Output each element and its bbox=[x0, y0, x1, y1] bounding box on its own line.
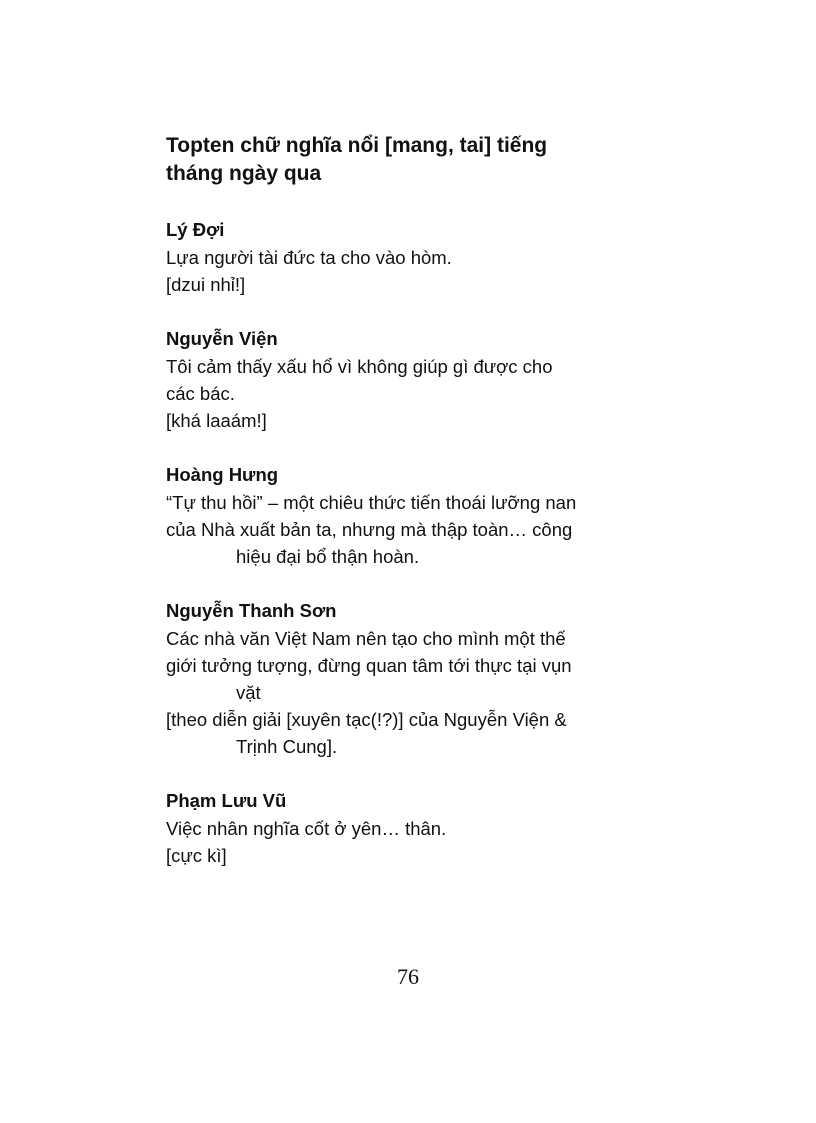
quote-text-line: “Tự thu hồi” – một chiêu thức tiến thoái lưỡng nan bbox=[166, 492, 577, 513]
page-number: 76 bbox=[397, 964, 419, 989]
quote-text-line: giới tưởng tượng, đừng quan tâm tới thực tại vụn bbox=[166, 655, 572, 676]
quote-entry-ly-doi bbox=[166, 216, 706, 298]
quote-text-line: hiệu đại bổ thận hoàn. bbox=[236, 546, 420, 567]
page-title bbox=[166, 132, 686, 188]
quote-comment-line: Trịnh Cung]. bbox=[236, 736, 338, 757]
quote-entry-hoang-hung bbox=[166, 461, 706, 570]
quote-entry-pham-luu-vu bbox=[166, 787, 706, 869]
page-title-line-2: tháng ngày qua bbox=[166, 162, 322, 185]
quote-text-line: Lựa người tài đức ta cho vào hòm. bbox=[166, 247, 452, 268]
quote-author: Nguyễn Viện bbox=[166, 328, 278, 349]
quote-author: Lý Đợi bbox=[166, 219, 225, 240]
quote-author: Phạm Lưu Vũ bbox=[166, 790, 287, 811]
quote-entry-nguyen-thanh-son bbox=[166, 597, 706, 760]
quote-entry-nguyen-vien bbox=[166, 325, 706, 434]
quote-author: Hoàng Hưng bbox=[166, 464, 279, 485]
quote-comment-line: [theo diễn giải [xuyên tạc(!?)] của Nguyễn Viện & bbox=[166, 709, 567, 730]
quote-comment-line: [khá laaám!] bbox=[166, 410, 267, 431]
quote-text-line: Tôi cảm thấy xấu hổ vì không giúp gì được cho bbox=[166, 356, 553, 377]
quote-comment-line: [cực kì] bbox=[166, 845, 227, 866]
page-title-line-1: Topten chữ nghĩa nổi [mang, tai] tiếng bbox=[166, 134, 548, 157]
quote-text-line: vặt bbox=[236, 682, 261, 703]
quote-text-line: của Nhà xuất bản ta, nhưng mà thập toàn… công bbox=[166, 519, 573, 540]
quote-list bbox=[166, 216, 706, 896]
quote-author: Nguyễn Thanh Sơn bbox=[166, 600, 337, 621]
quote-text-line: Các nhà văn Việt Nam nên tạo cho mình một thế bbox=[166, 628, 566, 649]
quote-text-line: Việc nhân nghĩa cốt ở yên… thân. bbox=[166, 818, 447, 839]
quote-text-line: các bác. bbox=[166, 383, 235, 404]
quote-comment-line: [dzui nhỉ!] bbox=[166, 274, 246, 295]
